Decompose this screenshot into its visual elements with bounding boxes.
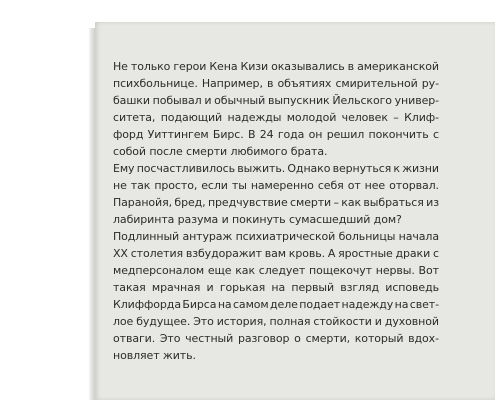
word: если bbox=[201, 179, 228, 192]
word: американской bbox=[357, 60, 439, 73]
word: выбраться bbox=[363, 196, 424, 209]
text-line bbox=[113, 228, 439, 245]
word: ты bbox=[231, 179, 247, 192]
text-line bbox=[113, 75, 439, 92]
word: на bbox=[271, 281, 286, 294]
word: первый bbox=[291, 281, 335, 294]
word: выпускник bbox=[267, 94, 330, 107]
word: который bbox=[354, 332, 404, 345]
word: как bbox=[341, 196, 362, 209]
word: смирительной bbox=[335, 77, 418, 90]
word: деле bbox=[270, 298, 298, 311]
word: просто, bbox=[154, 179, 198, 192]
word: отваги. bbox=[113, 332, 156, 345]
word: башки bbox=[113, 94, 150, 107]
word: и bbox=[204, 94, 212, 107]
text-line bbox=[113, 194, 439, 211]
text-line bbox=[113, 177, 439, 194]
word: оторвал. bbox=[389, 179, 439, 192]
word: следует bbox=[258, 264, 306, 277]
word: свет- bbox=[409, 298, 439, 311]
word: о bbox=[294, 332, 301, 345]
word: Не bbox=[113, 60, 128, 73]
word: форд bbox=[113, 128, 144, 141]
word: исповедь bbox=[385, 281, 439, 294]
word: смерти, bbox=[305, 332, 351, 345]
text-line: собой после смерти любимого брата. bbox=[113, 145, 328, 158]
word: ру- bbox=[421, 77, 439, 90]
word: будущее. bbox=[136, 315, 191, 328]
word: Клиф- bbox=[404, 111, 439, 124]
word: от bbox=[347, 179, 361, 192]
word: мрачная bbox=[151, 281, 201, 294]
word: духовной bbox=[384, 315, 439, 328]
word: ситета, bbox=[113, 111, 156, 124]
word: история, bbox=[216, 315, 267, 328]
word: решил bbox=[326, 128, 365, 141]
word: 24 bbox=[259, 128, 274, 141]
word: герои bbox=[173, 60, 207, 73]
word: яростные bbox=[338, 247, 393, 260]
word: горькая bbox=[219, 281, 266, 294]
word: В bbox=[247, 128, 256, 141]
word: не bbox=[113, 179, 127, 192]
word: года bbox=[277, 128, 305, 141]
word: А bbox=[327, 247, 336, 260]
word: стойкости bbox=[313, 315, 372, 328]
word: лое bbox=[113, 315, 134, 328]
word: к bbox=[393, 162, 400, 175]
word: Например, bbox=[201, 77, 263, 90]
word: так bbox=[130, 179, 151, 192]
word: с bbox=[432, 128, 439, 141]
word: универ- bbox=[394, 94, 439, 107]
word: такая bbox=[113, 281, 146, 294]
word: Однако bbox=[287, 162, 331, 175]
word: на bbox=[217, 298, 232, 311]
word: Вот bbox=[418, 264, 439, 277]
text-line bbox=[113, 58, 439, 75]
word: Это bbox=[193, 315, 214, 328]
word: подает bbox=[299, 298, 341, 311]
text-line bbox=[113, 160, 439, 177]
word: человек bbox=[341, 111, 388, 124]
word: и bbox=[206, 281, 214, 294]
text-line: новляет жить. bbox=[113, 349, 196, 362]
word: Бирс. bbox=[212, 128, 244, 141]
word: взбудоражит bbox=[185, 247, 262, 260]
word: Клиффорда bbox=[113, 298, 181, 311]
word: столетия bbox=[130, 247, 184, 260]
text-line bbox=[113, 109, 439, 126]
word: психиатрической bbox=[235, 230, 336, 243]
word: вернуться bbox=[332, 162, 392, 175]
word: с bbox=[432, 247, 439, 260]
word: Бирса bbox=[182, 298, 217, 311]
text-line bbox=[113, 262, 439, 279]
word: больницы bbox=[338, 230, 396, 243]
word: на bbox=[394, 298, 409, 311]
text-line bbox=[113, 330, 439, 347]
word: Паранойя, bbox=[113, 196, 173, 209]
word: надежды bbox=[227, 111, 282, 124]
word: молодой bbox=[286, 111, 337, 124]
word: психбольнице. bbox=[113, 77, 198, 90]
word: вдох- bbox=[408, 332, 439, 345]
word: полная bbox=[269, 315, 311, 328]
word: Кизи bbox=[240, 60, 269, 73]
word: в bbox=[347, 60, 355, 73]
word: начала bbox=[398, 230, 439, 243]
word: кровь. bbox=[288, 247, 326, 260]
text-line bbox=[113, 279, 439, 296]
word: пощекочут bbox=[309, 264, 372, 277]
word: выжить. bbox=[237, 162, 286, 175]
word: бред, bbox=[174, 196, 206, 209]
text-line bbox=[113, 92, 439, 109]
word: нервы. bbox=[375, 264, 415, 277]
word: взгляд bbox=[340, 281, 380, 294]
word: посчастливилось bbox=[136, 162, 235, 175]
word: Подлинный bbox=[113, 230, 180, 243]
word: Уиттингем bbox=[147, 128, 209, 141]
word: честный bbox=[185, 332, 234, 345]
word: объятиях bbox=[277, 77, 332, 90]
word: Йельского bbox=[332, 94, 392, 107]
word: побывал bbox=[152, 94, 202, 107]
word: обычный bbox=[214, 94, 266, 107]
word: подающий bbox=[160, 111, 223, 124]
word: драки bbox=[395, 247, 431, 260]
word: смерти bbox=[290, 196, 332, 209]
text-line bbox=[113, 126, 439, 143]
word: он bbox=[308, 128, 323, 141]
word: антураж bbox=[182, 230, 233, 243]
text-line bbox=[113, 245, 439, 262]
word: Это bbox=[159, 332, 181, 345]
word: как bbox=[235, 264, 255, 277]
word: в bbox=[266, 77, 274, 90]
text-line bbox=[113, 296, 439, 313]
word: – bbox=[333, 196, 339, 209]
word: – bbox=[393, 111, 399, 124]
word: медперсоналом bbox=[113, 264, 205, 277]
word: еще bbox=[207, 264, 232, 277]
word: покончить bbox=[368, 128, 429, 141]
text-line bbox=[113, 313, 439, 330]
word: только bbox=[130, 60, 171, 73]
word: Ему bbox=[113, 162, 135, 175]
text-line: лабиринта разума и покинуть сумасшедший дом? bbox=[113, 213, 402, 226]
word: предчувствие bbox=[207, 196, 288, 209]
word: нее bbox=[364, 179, 386, 192]
word: вам bbox=[264, 247, 286, 260]
word: надежду bbox=[341, 298, 394, 311]
word: жизни bbox=[402, 162, 439, 175]
book-annotation-text bbox=[113, 58, 439, 364]
word: оказывались bbox=[271, 60, 345, 73]
word: намеренно bbox=[250, 179, 314, 192]
word: себя bbox=[317, 179, 344, 192]
word: XX bbox=[113, 247, 128, 260]
word: разговор bbox=[237, 332, 290, 345]
word: из bbox=[426, 196, 439, 209]
word: и bbox=[374, 315, 382, 328]
word: самом bbox=[232, 298, 269, 311]
word: Кена bbox=[209, 60, 238, 73]
